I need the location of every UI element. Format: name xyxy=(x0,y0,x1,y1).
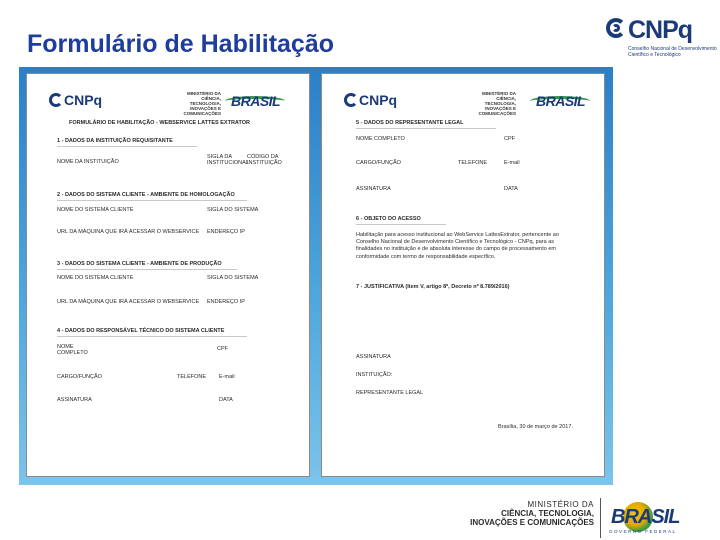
footer-ministry xyxy=(470,500,594,527)
footer-ministry-line-2: CIÊNCIA, TECNOLOGIA, xyxy=(501,509,594,518)
page2-cnpq-logo xyxy=(344,90,414,112)
slide-title: Formulário de Habilitação xyxy=(27,30,335,58)
field-tecnico-nome: NOME COMPLETO xyxy=(57,344,88,356)
cnpq-logo-word: CNPq xyxy=(628,16,693,44)
form-page-1 xyxy=(26,73,310,477)
field-tecnico-data: DATA xyxy=(219,397,233,403)
form-page-2 xyxy=(321,73,605,477)
page2-ministry-line-2: CIÊNCIA, TECNOLOGIA, xyxy=(484,96,516,106)
page2-cnpq-ring-icon xyxy=(344,93,358,107)
divider xyxy=(57,146,197,147)
objeto-acesso-text: Habilitação para acesso institucional ao WebService LattesExtrator, pertencente ao Conselho Nacional de Desenvolvimento Científico e Tecnológico - CNPq, para as finalidades no instituição e de absoluta interesse do campo de processamento em conformidade com termo de responsabilidade específico. xyxy=(356,232,559,260)
field-producao-nome: NOME DO SISTEMA CLIENTE xyxy=(57,275,134,281)
divider xyxy=(57,269,237,270)
field-rep-cargo: CARGO/FUNÇÃO xyxy=(356,160,401,166)
page1-ministry-line-3: INOVAÇÕES E COMUNICAÇÕES xyxy=(183,106,221,116)
field-rep-nome: NOME COMPLETO xyxy=(356,136,405,142)
footer-brasil-slogan: GOVERNO FEDERAL xyxy=(609,529,677,534)
form-preview-panel xyxy=(19,67,613,485)
footer-logos xyxy=(470,498,720,538)
signature-representante: REPRESENTANTE LEGAL xyxy=(356,390,424,396)
section-1-title: 1 - DADOS DA INSTITUIÇÃO REQUISITANTE xyxy=(57,138,173,144)
page1-cnpq-word: CNPq xyxy=(64,92,103,108)
field-producao-sigla: SIGLA DO SISTEMA xyxy=(207,275,259,281)
page1-brasil-word: BRASIL xyxy=(231,93,281,109)
field-producao-ip: ENDEREÇO IP xyxy=(207,299,245,305)
field-homolog-sigla: SIGLA DO SISTEMA xyxy=(207,207,259,213)
field-rep-email: E-mail xyxy=(504,160,520,166)
footer-brasil-word: BRASIL xyxy=(611,506,680,528)
page1-cnpq-logo xyxy=(49,90,119,112)
field-instituicao-nome: NOME DA INSTITUIÇÃO xyxy=(57,159,119,165)
place-date: Brasília, 30 de março de 2017. xyxy=(498,424,573,430)
field-instituicao-sigla: SIGLA DA INSTITUCIONAL xyxy=(207,154,249,166)
field-rep-assinatura: ASSINATURA xyxy=(356,186,391,192)
section-6-title: 6 - OBJETO DO ACESSO xyxy=(356,216,421,222)
section-7-title: 7 - JUSTIFICATIVA (Item V, artigo 8º, Decreto nº 8.789/2016) xyxy=(356,284,510,290)
field-tecnico-assinatura: ASSINATURA xyxy=(57,397,92,403)
page2-ministry-line-3: INOVAÇÕES E COMUNICAÇÕES xyxy=(478,106,516,116)
page1-brasil-logo xyxy=(225,92,287,110)
field-rep-telefone: TELEFONE xyxy=(458,160,488,166)
divider xyxy=(356,224,446,225)
field-homolog-nome: NOME DO SISTEMA CLIENTE xyxy=(57,207,134,213)
field-homolog-ip: ENDEREÇO IP xyxy=(207,229,245,235)
page1-ministry xyxy=(175,91,221,116)
field-rep-data: DATA xyxy=(504,186,518,192)
page1-cnpq-ring-icon xyxy=(49,93,63,107)
divider xyxy=(57,336,247,337)
page2-brasil-word: BRASIL xyxy=(536,93,586,109)
field-tecnico-email: E-mail xyxy=(219,374,235,380)
divider xyxy=(57,200,247,201)
footer-separator xyxy=(600,498,601,538)
field-tecnico-cpf: CPF xyxy=(217,346,228,352)
field-producao-url: URL DA MÁQUINA QUE IRÁ ACESSAR O WEBSERVICE xyxy=(57,299,200,305)
page2-ministry xyxy=(470,91,516,116)
section-5-title: 5 - DADOS DO REPRESENTANTE LEGAL xyxy=(356,120,464,126)
field-rep-cpf: CPF xyxy=(504,136,515,142)
section-3-title: 3 - DADOS DO SISTEMA CLIENTE - AMBIENTE DE PRODUÇÃO xyxy=(57,261,222,267)
cnpq-ring-inner-icon xyxy=(612,24,620,32)
page1-ministry-line-1: MINISTÉRIO DA xyxy=(186,91,221,96)
footer-brasil-logo xyxy=(607,500,697,536)
field-instituicao-codigo: CÓDIGO DA INSTITUIÇÃO xyxy=(247,154,282,166)
footer-ministry-line-3: INOVAÇÕES E COMUNICAÇÕES xyxy=(470,518,594,527)
divider xyxy=(356,128,496,129)
page2-brasil-logo xyxy=(530,92,592,110)
page1-ministry-line-2: CIÊNCIA, TECNOLOGIA, xyxy=(189,96,221,106)
field-tecnico-telefone: TELEFONE xyxy=(177,374,207,380)
page2-cnpq-word: CNPq xyxy=(359,92,398,108)
cnpq-logo-subtitle: Conselho Nacional de Desenvolvimento Científico e Tecnológico xyxy=(628,46,717,58)
signature-instituicao: INSTITUIÇÃO: xyxy=(356,372,393,378)
cnpq-logo xyxy=(606,14,716,64)
field-tecnico-cargo: CARGO/FUNÇÃO xyxy=(57,374,102,380)
field-homolog-url: URL DA MÁQUINA QUE IRÁ ACESSAR O WEBSERVICE xyxy=(57,229,200,235)
form-heading: FORMULÁRIO DE HABILITAÇÃO - WEBSERVICE LATTES EXTRATOR xyxy=(69,120,250,126)
footer-ministry-line-1: MINISTÉRIO DA xyxy=(527,500,594,509)
page2-ministry-line-1: MINISTÉRIO DA xyxy=(481,91,516,96)
signature-assinatura: ASSINATURA xyxy=(356,354,391,360)
section-4-title: 4 - DADOS DO RESPONSÁVEL TÉCNICO DO SISTEMA CLIENTE xyxy=(57,328,225,334)
section-2-title: 2 - DADOS DO SISTEMA CLIENTE - AMBIENTE DE HOMOLOGAÇÃO xyxy=(57,192,235,198)
